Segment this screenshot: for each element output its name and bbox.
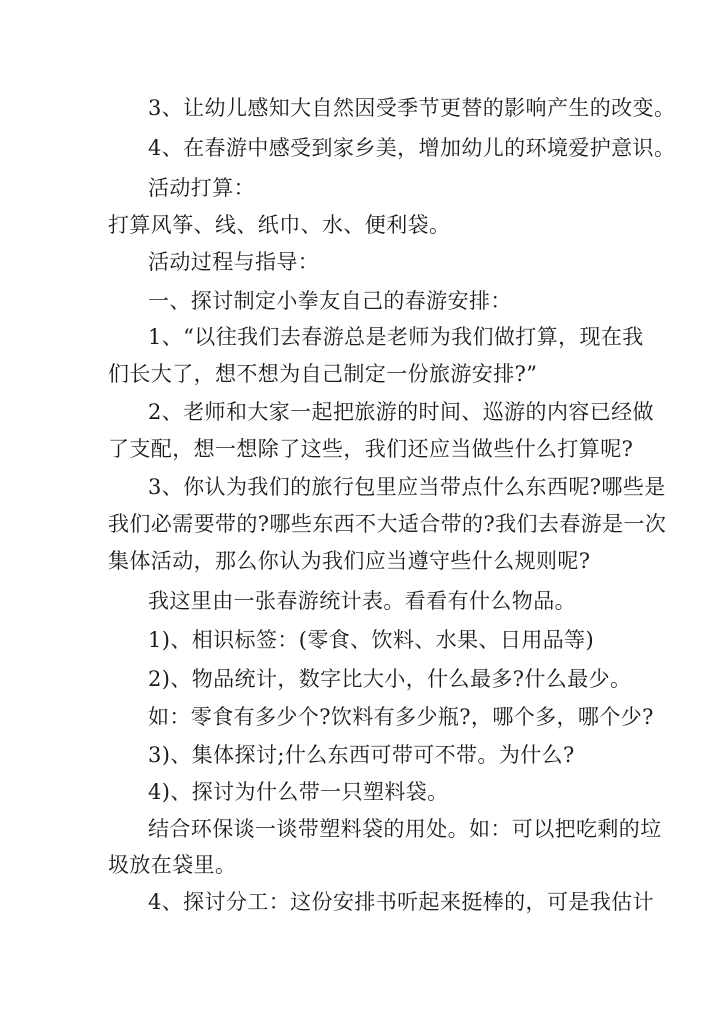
text-line: 4、探讨分工：这份安排书听起来挺棒的，可是我估计	[148, 890, 654, 914]
text-line: 2)、物品统计，数字比大小，什么最多?什么最少。	[148, 667, 632, 691]
text-line: 1、“以往我们去春游总是老师为我们做打算，现在我	[148, 325, 644, 349]
text-line: 集体活动，那么你认为我们应当遵守些什么规则呢?	[108, 549, 591, 573]
text-line: 圾放在袋里。	[108, 853, 237, 877]
text-line: 我们必需要带的?哪些东西不大适合带的?我们去春游是一次	[108, 512, 667, 536]
text-line: 我这里由一张春游统计表。看看有什么物品。	[148, 589, 576, 613]
text-line: 3)、集体探讨;什么东西可带可不带。为什么?	[148, 743, 575, 767]
text-line: 一、探讨制定小拳友自己的春游安排：	[148, 289, 512, 313]
text-line: 如：零食有多少个?饮料有多少瓶?，哪个多，哪个少?	[148, 705, 654, 729]
text-line: 结合环保谈一谈带塑料袋的用处。如：可以把吃剩的垃	[148, 817, 662, 841]
text-line: 4、在春游中感受到家乡美，增加幼儿的环境爱护意识。	[148, 136, 676, 160]
text-line: 活动打算：	[148, 176, 255, 200]
text-line: 4)、探讨为什么带一只塑料袋。	[148, 780, 449, 804]
text-line: 3、你认为我们的旅行包里应当带点什么东西呢?哪些是	[148, 475, 666, 499]
text-line: 3、让幼儿感知大自然因受季节更替的影响产生的改变。	[148, 96, 676, 120]
text-line: 们长大了，想不想为自己制定一份旅游安排?”	[108, 362, 538, 386]
text-line: 活动过程与指导：	[148, 250, 320, 274]
text-line: 了支配，想一想除了这些，我们还应当做些什么打算呢?	[108, 437, 634, 461]
text-line: 2、老师和大家一起把旅游的时间、巡游的内容已经做	[148, 400, 654, 424]
text-line: 打算风筝、线、纸巾、水、便利袋。	[108, 213, 451, 237]
text-line: 1)、相识标签：(零食、饮料、水果、日用品等)	[148, 628, 595, 652]
